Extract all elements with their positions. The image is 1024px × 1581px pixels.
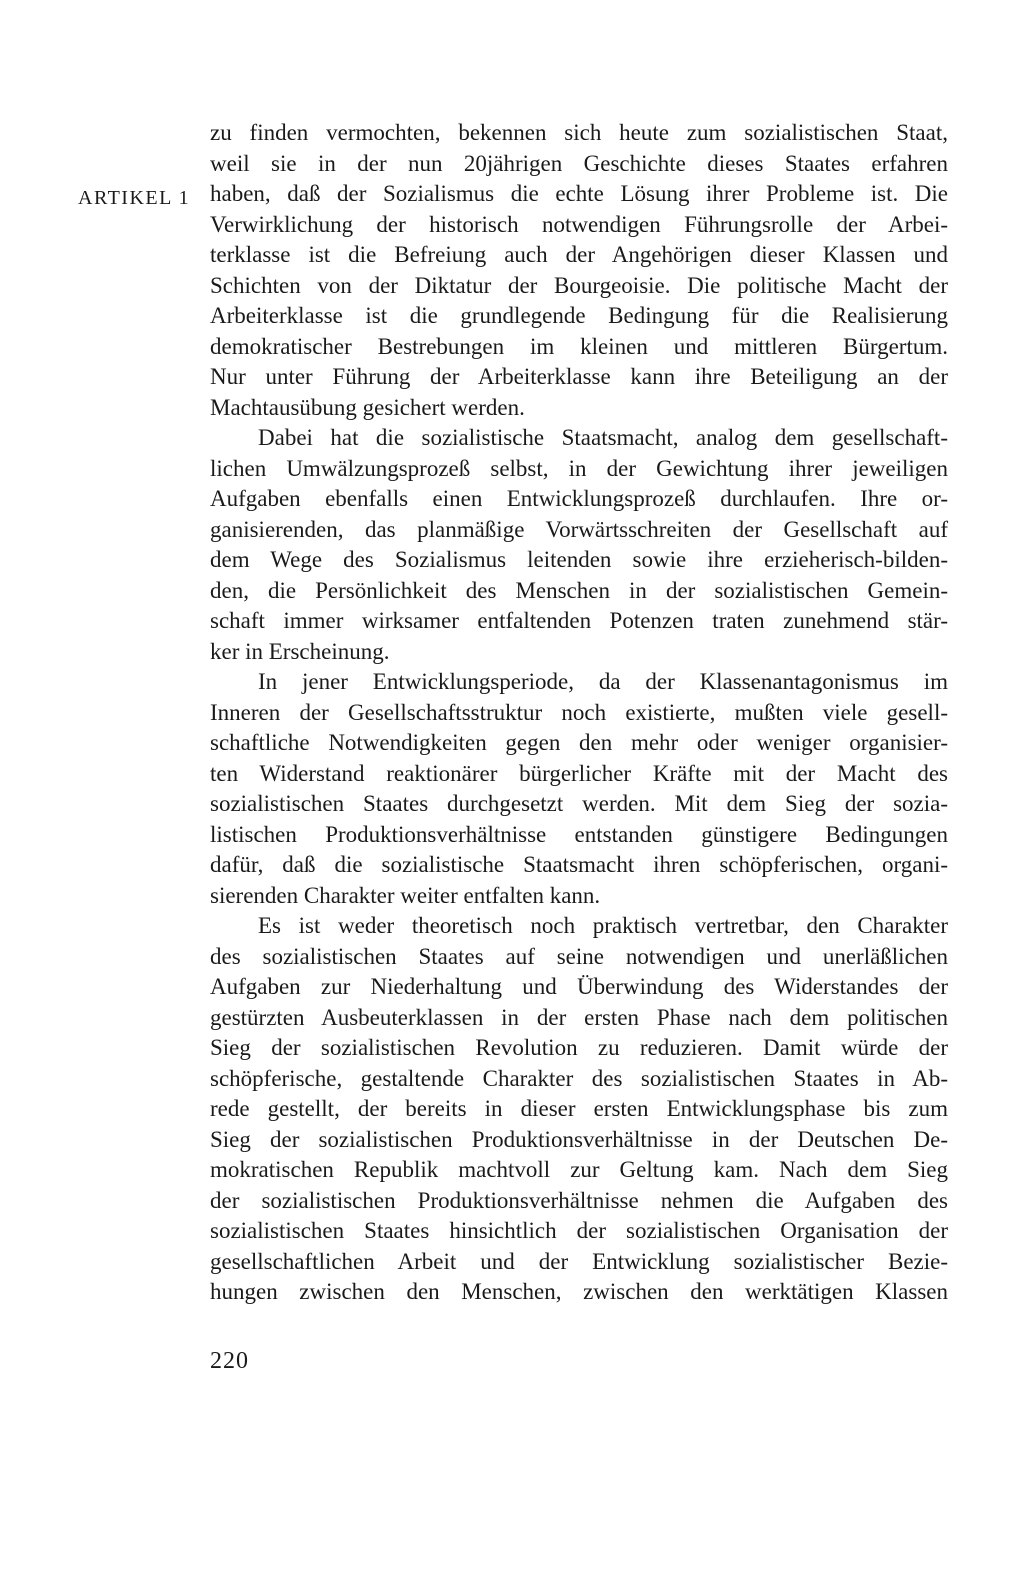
- text-line: In jener Entwicklungsperiode, da der Klassenantagonismus im: [258, 669, 948, 694]
- page-number: 220: [210, 1348, 249, 1374]
- text-line: schaft immer wirksamer entfaltenden Potenzen traten zunehmend stär-: [210, 608, 948, 633]
- text-line: ker in Erscheinung.: [210, 638, 390, 664]
- text-line: gesellschaftlichen Arbeit und der Entwicklung sozialistischer Bezie-: [210, 1248, 948, 1274]
- text-line: sierenden Charakter weiter entfalten kann.: [210, 882, 601, 908]
- text-line: dafür, daß die sozialistische Staatsmacht ihren schöpferischen, organi-: [210, 852, 948, 877]
- text-line: zu finden vermochten, bekennen sich heute zum sozialistischen Staat,: [210, 120, 948, 145]
- text-line: Es ist weder theoretisch noch praktisch vertretbar, den Charakter: [258, 913, 948, 938]
- text-line: terklasse ist die Befreiung auch der Angehörigen dieser Klassen und: [210, 242, 948, 267]
- text-line: gestürzten Ausbeuterklassen in der ersten Phase nach dem politischen: [210, 1004, 948, 1030]
- text-line: Schichten von der Diktatur der Bourgeoisie. Die politische Macht der: [210, 272, 948, 298]
- text-line: lichen Umwälzungsprozeß selbst, in der Gewichtung ihrer jeweiligen: [210, 455, 948, 481]
- text-line: Aufgaben ebenfalls einen Entwicklungsprozeß durchlaufen. Ihre or-: [210, 486, 948, 511]
- text-line: ganisierenden, das planmäßige Vorwärtsschreiten der Gesellschaft auf: [210, 516, 948, 542]
- text-line: sozialistischen Staates durchgesetzt werden. Mit dem Sieg der sozia-: [210, 791, 948, 816]
- text-line: weil sie in der nun 20jährigen Geschichte dieses Staates erfahren: [210, 150, 948, 176]
- text-line: haben, daß der Sozialismus die echte Lösung ihrer Probleme ist. Die: [210, 181, 948, 206]
- text-line: demokratischer Bestrebungen im kleinen und mittleren Bürgertum.: [210, 333, 948, 359]
- text-line: Aufgaben zur Niederhaltung und Überwindung des Widerstandes der: [210, 974, 948, 999]
- text-line: Dabei hat die sozialistische Staatsmacht, analog dem gesellschaft-: [258, 425, 948, 450]
- text-line: sozialistischen Staates hinsichtlich der sozialistischen Organisation der: [210, 1218, 948, 1243]
- text-line: dem Wege des Sozialismus leitenden sowie ihre erzieherisch-bilden-: [210, 547, 948, 572]
- text-line: Verwirklichung der historisch notwendigen Führungsrolle der Arbei-: [210, 211, 948, 237]
- text-line: hungen zwischen den Menschen, zwischen den werktätigen Klassen: [210, 1279, 948, 1304]
- text-line: den, die Persönlichkeit des Menschen in der sozialistischen Gemein-: [210, 577, 948, 603]
- text-line: rede gestellt, der bereits in dieser ersten Entwicklungsphase bis zum: [210, 1096, 948, 1121]
- text-line: schaftliche Notwendigkeiten gegen den mehr oder weniger organisier-: [210, 730, 948, 755]
- text-line: mokratischen Republik machtvoll zur Geltung kam. Nach dem Sieg: [210, 1157, 948, 1182]
- text-line: Sieg der sozialistischen Produktionsverhältnisse in der Deutschen De-: [210, 1126, 948, 1152]
- text-line: schöpferische, gestaltende Charakter des sozialistischen Staates in Ab-: [210, 1065, 948, 1091]
- text-line: Sieg der sozialistischen Revolution zu reduzieren. Damit würde der: [210, 1035, 948, 1060]
- text-line: Machtausübung gesichert werden.: [210, 394, 525, 420]
- body-text: [210, 118, 948, 1308]
- text-line: Nur unter Führung der Arbeiterklasse kann ihre Beteiligung an der: [210, 364, 948, 389]
- text-line: des sozialistischen Staates auf seine notwendigen und unerläßlichen: [210, 943, 948, 969]
- margin-note-article: ARTIKEL 1: [78, 187, 191, 209]
- text-line: listischen Produktionsverhältnisse entstanden günstigere Bedingungen: [210, 821, 948, 847]
- text-line: der sozialistischen Produktionsverhältnisse nehmen die Aufgaben des: [210, 1187, 948, 1213]
- text-line: ten Widerstand reaktionärer bürgerlicher Kräfte mit der Macht des: [210, 760, 948, 786]
- text-line: Arbeiterklasse ist die grundlegende Bedingung für die Realisierung: [210, 303, 948, 328]
- text-line: Inneren der Gesellschaftsstruktur noch existierte, mußten viele gesell-: [210, 699, 948, 725]
